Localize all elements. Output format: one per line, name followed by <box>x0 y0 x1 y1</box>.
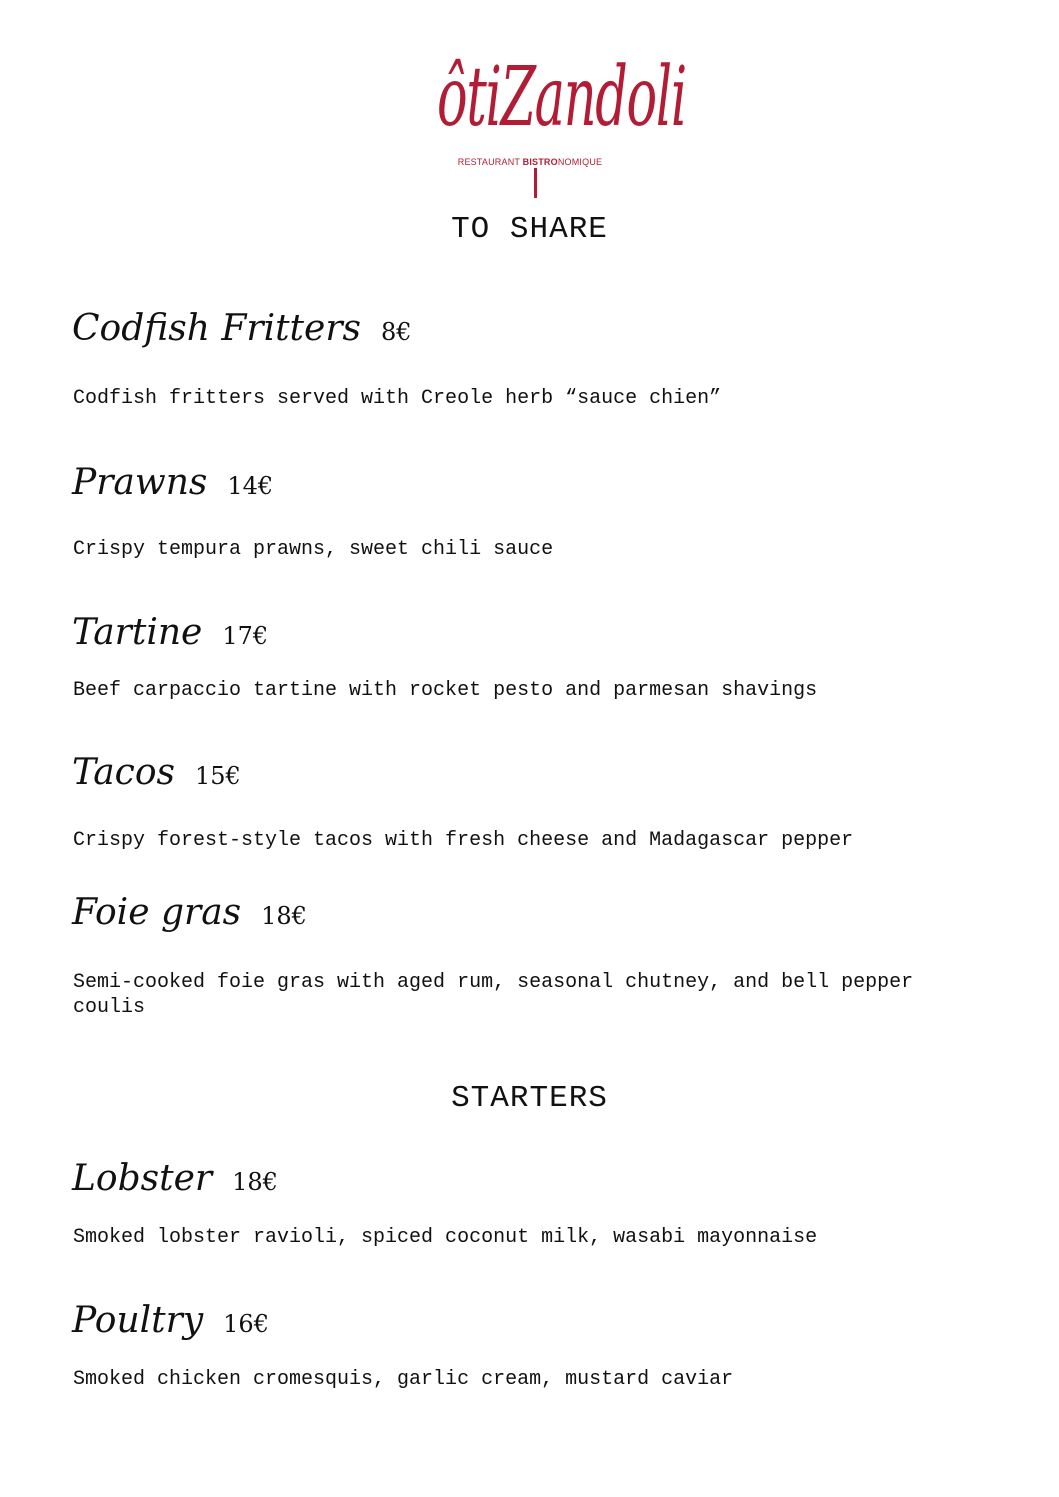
item-price: 14€ <box>227 472 274 500</box>
menu-item-name <box>72 1158 278 1199</box>
tagline-text: RESTAURANT <box>457 157 523 167</box>
item-price: 8€ <box>381 318 412 346</box>
item-title: Prawns <box>72 462 208 503</box>
item-price: 17€ <box>222 622 269 650</box>
item-price: 15€ <box>195 762 241 790</box>
item-title: Tartine <box>72 612 203 653</box>
section-title-to-share: TO SHARE <box>451 212 608 247</box>
logo-tagline <box>380 157 680 167</box>
menu-item-description: Smoked lobster ravioli, spiced coconut milk, wasabi mayonnaise <box>73 1226 818 1249</box>
menu-item-name <box>72 462 273 503</box>
menu-item-description: Codfish fritters served with Creole herb “sauce chien” <box>73 387 722 410</box>
item-title: Lobster <box>72 1158 213 1199</box>
tagline-bold-text: BISTRO <box>522 157 558 167</box>
menu-item-name <box>72 1300 269 1341</box>
menu-item-description: Crispy forest-style tacos with fresh cheese and Madagascar pepper <box>73 829 854 852</box>
item-title: Poultry <box>72 1300 204 1341</box>
menu-item-description: Beef carpaccio tartine with rocket pesto and parmesan shavings <box>73 679 818 702</box>
item-price: 18€ <box>232 1168 278 1196</box>
menu-item-name <box>72 308 412 349</box>
item-price: 18€ <box>261 902 307 930</box>
item-title: Foie gras <box>72 892 242 933</box>
menu-item-name <box>72 752 241 793</box>
item-title: Codfish Fritters <box>72 308 362 349</box>
section-title-starters: STARTERS <box>451 1081 608 1116</box>
menu-item-name <box>72 892 307 933</box>
menu-item-description: Crispy tempura prawns, sweet chili sauce <box>73 538 554 561</box>
menu-item-name <box>72 612 268 653</box>
menu-item-description: Smoked chicken cromesquis, garlic cream, mustard caviar <box>73 1368 734 1391</box>
item-title: Tacos <box>72 752 175 793</box>
logo-wordmark: ôtiZandoli <box>437 50 686 145</box>
item-price: 16€ <box>223 1310 269 1338</box>
logo-stem <box>534 168 537 198</box>
tagline-text-end: NOMIQUE <box>557 157 603 167</box>
menu-item-description: Semi-cooked foie gras with aged rum, seasonal chutney, and bell pepper coulis <box>73 971 914 1019</box>
restaurant-logo <box>380 30 686 202</box>
